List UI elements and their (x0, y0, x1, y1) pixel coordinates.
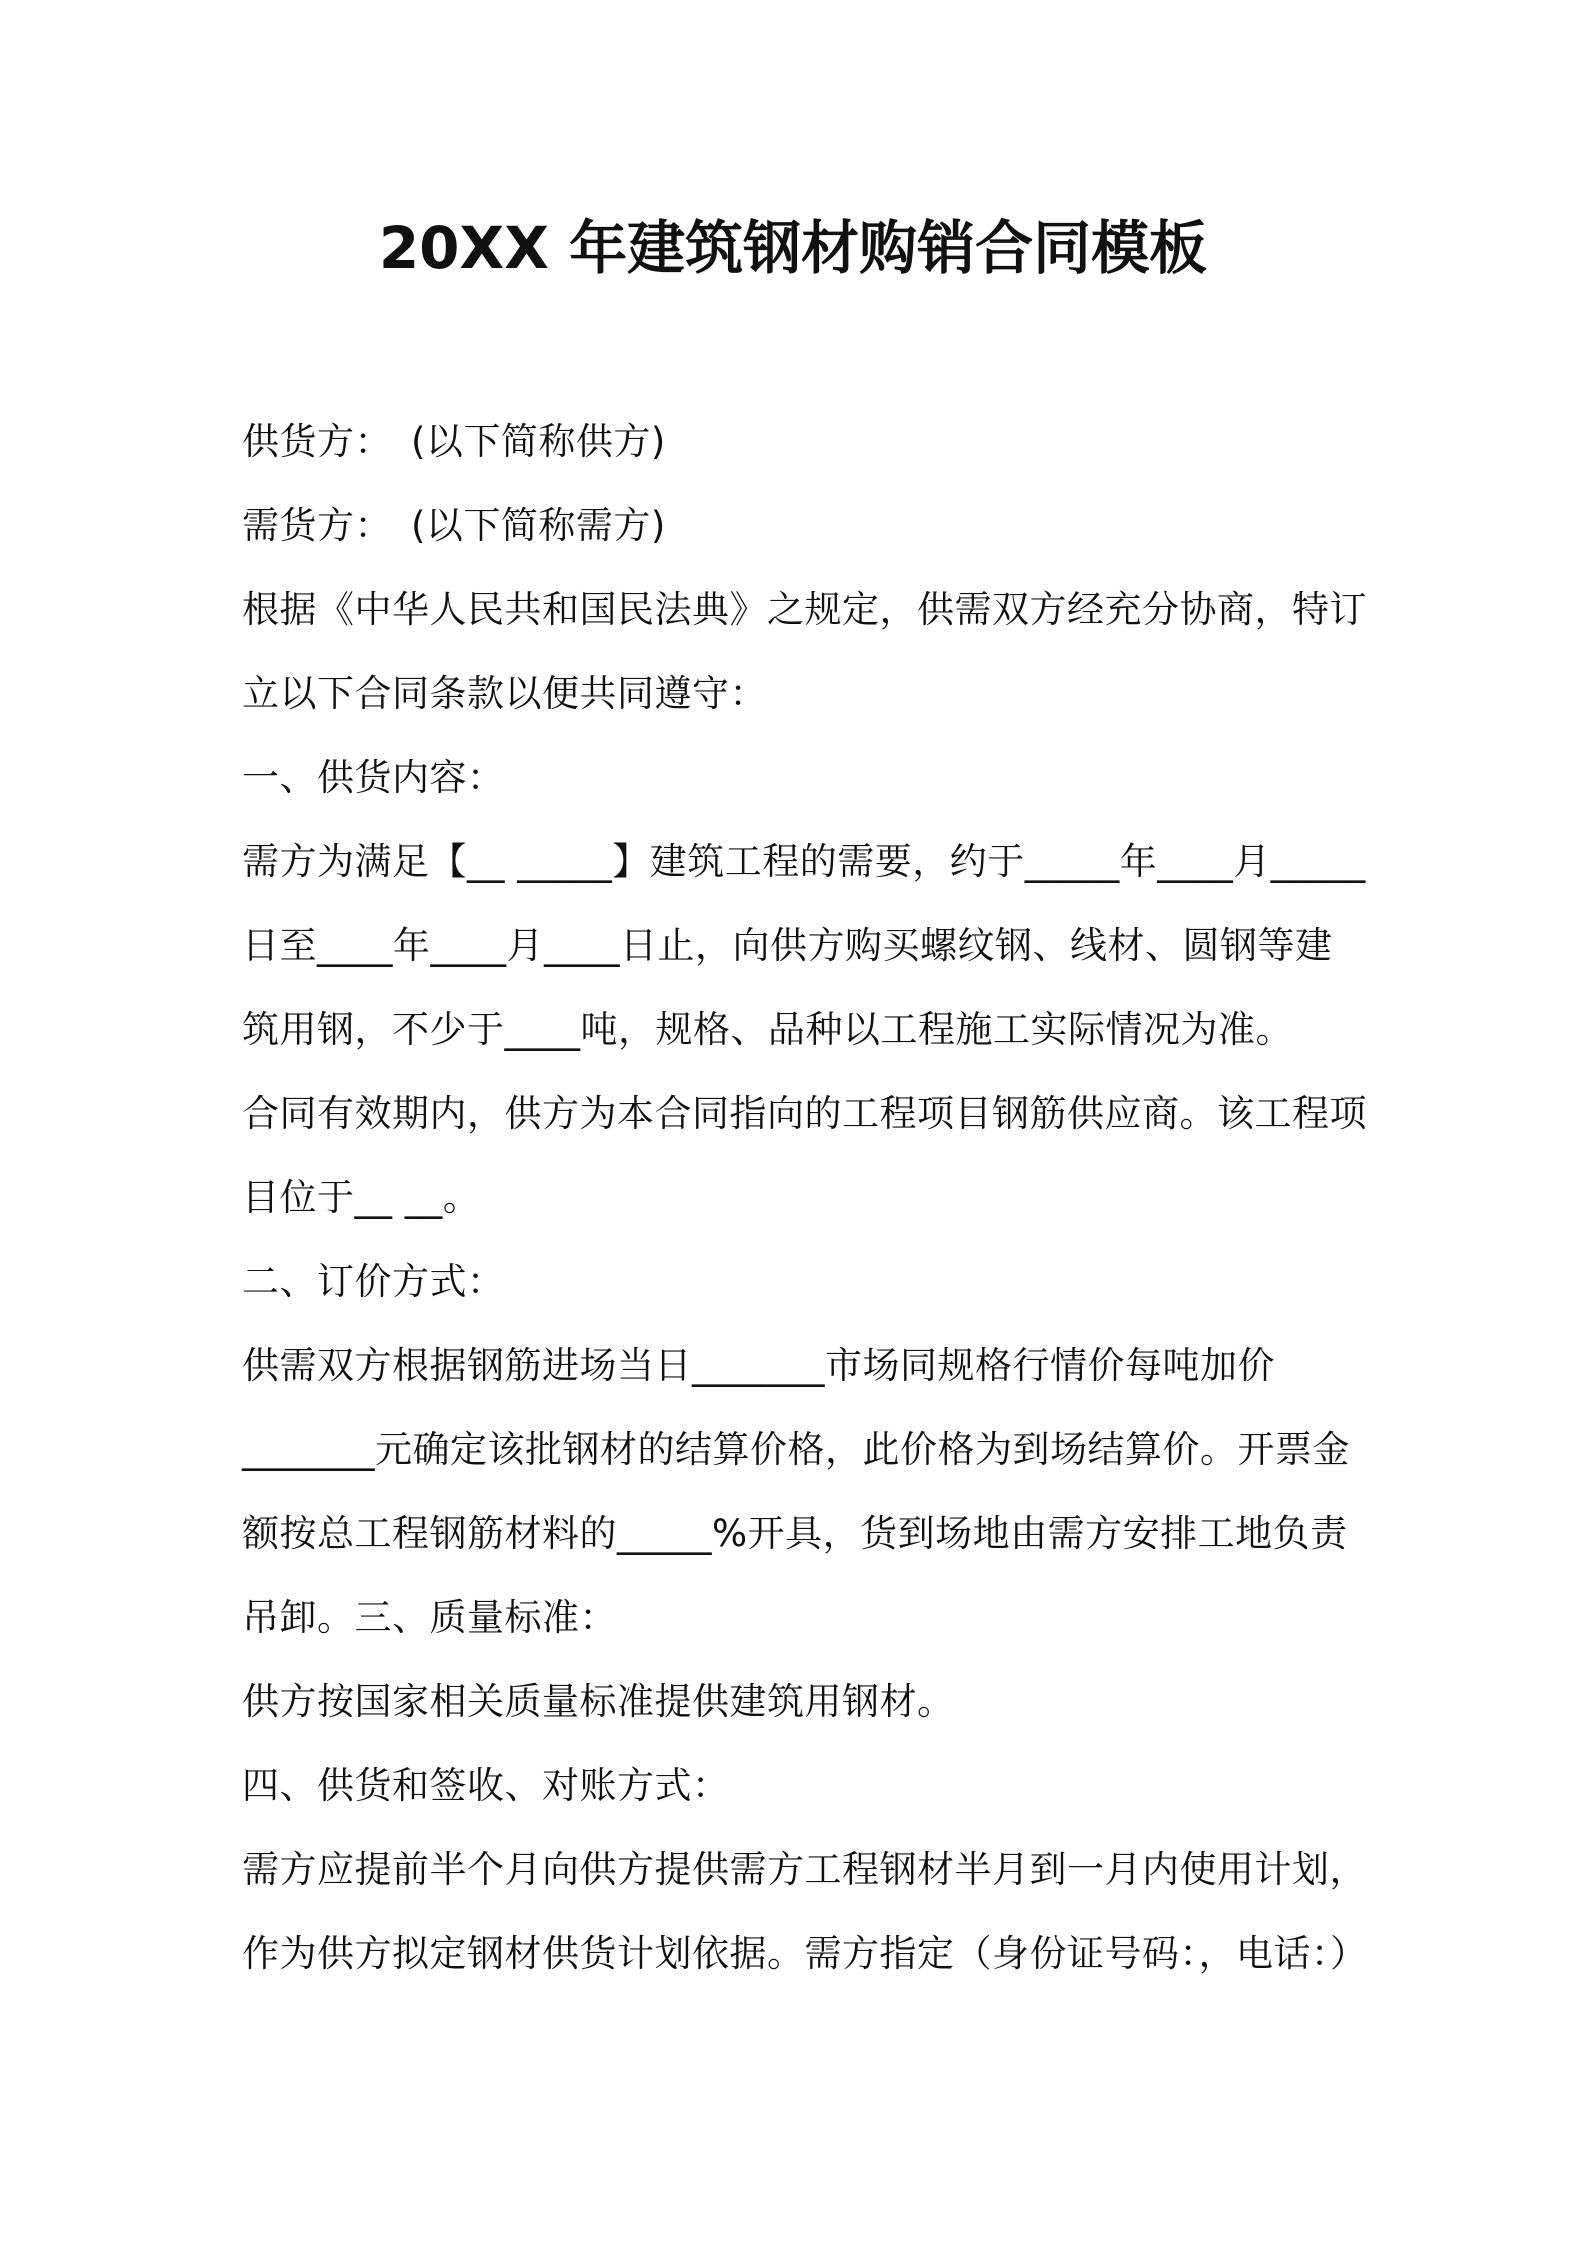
paragraph-line: 吊卸。三、质量标准： (242, 1596, 617, 1639)
paragraph-line: 需方为满足【__ _____】建筑工程的需要，约于_____年____月_____ (242, 840, 1366, 883)
paragraph-line: 需方应提前半个月向供方提供需方工程钢材半月到一月内使用计划， (242, 1848, 1367, 1891)
paragraph-line: 日至____年____月____日止，向供方购买螺纹钢、线材、圆钢等建 (242, 924, 1333, 967)
section-heading: 二、订价方式： (242, 1260, 505, 1303)
paragraph-line: 供货方： (以下简称供方) (242, 420, 666, 463)
paragraph-line: 额按总工程钢筋材料的_____%开具，货到场地由需方安排工地负责 (242, 1512, 1348, 1555)
paragraph-line: 供需双方根据钢筋进场当日_______市场同规格行情价每吨加价 (242, 1344, 1275, 1387)
section-heading: 一、供货内容： (242, 756, 505, 799)
paragraph-line: 合同有效期内，供方为本合同指向的工程项目钢筋供应商。该工程项 (242, 1092, 1367, 1135)
paragraph-line: 立以下合同条款以便共同遵守： (242, 672, 767, 715)
paragraph-line: _______元确定该批钢材的结算价格，此价格为到场结算价。开票金 (242, 1428, 1350, 1471)
paragraph-line: 供方按国家相关质量标准提供建筑用钢材。 (242, 1680, 955, 1723)
paragraph-line: 根据《中华人民共和国民法典》之规定，供需双方经充分协商，特订 (242, 588, 1367, 631)
paragraph-line: 作为供方拟定钢材供货计划依据。需方指定（身份证号码：，电话：） (242, 1932, 1368, 1975)
section-heading: 四、供货和签收、对账方式： (242, 1764, 730, 1807)
paragraph-line: 目位于__ __。 (242, 1176, 481, 1219)
paragraph-line: 需货方： (以下简称需方) (242, 504, 666, 547)
paragraph-line: 筑用钢，不少于____吨，规格、品种以工程施工实际情况为准。 (242, 1008, 1293, 1051)
document-body (242, 400, 1368, 1996)
document-title: 20XX 年建筑钢材购销合同模板 (378, 214, 1208, 282)
